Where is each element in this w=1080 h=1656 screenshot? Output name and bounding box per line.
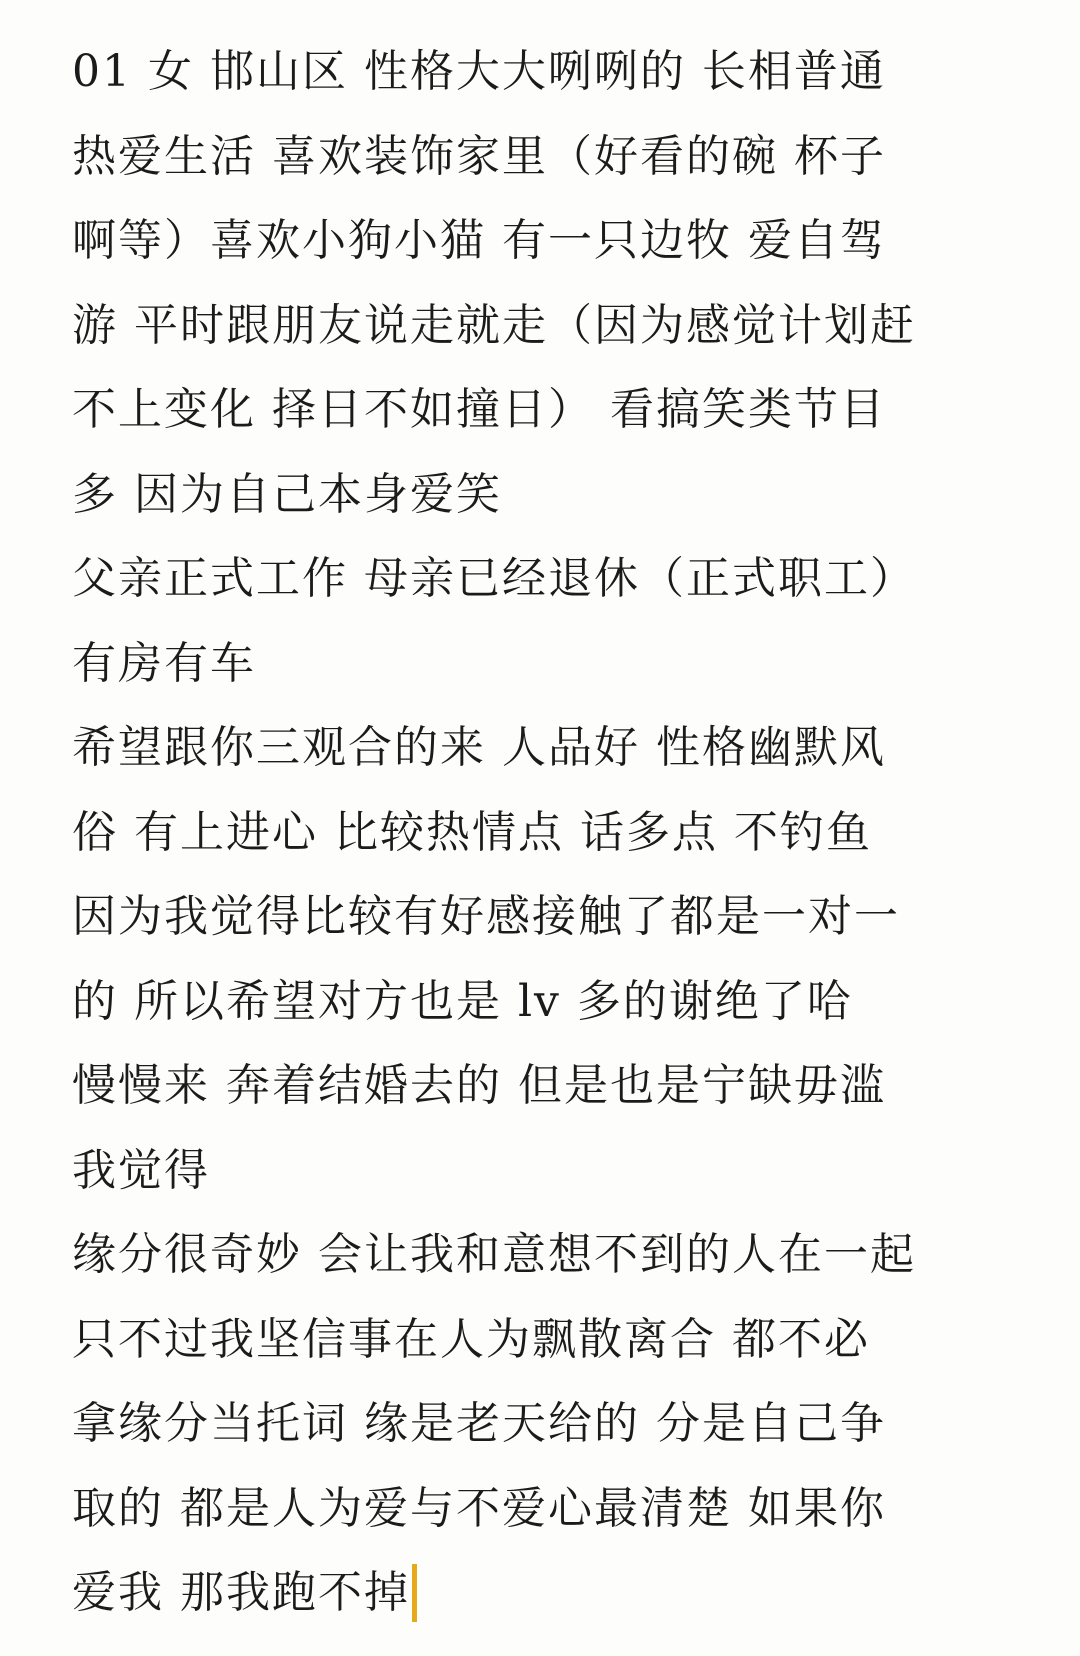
note-line: 的 所以希望对方也是 lv 多的谢绝了哈 [72,975,853,1027]
note-line: 父亲正式工作 母亲已经退休（正式职工） [72,553,916,604]
note-line: 有房有车 [72,637,256,689]
note-line-text: 爱我 那我跑不掉 [72,1567,410,1618]
note-line: 只不过我坚信事在人为飘散离合 都不必 [72,1313,870,1365]
note-last-line [72,1551,1032,1636]
note-line: 慢慢来 奔着结婚去的 但是也是宁缺毋滥 [72,1060,886,1111]
note-line: 取的 都是人为爱与不爱心最清楚 如果你 [72,1482,886,1534]
note-line: 啊等）喜欢小狗小猫 有一只边牧 爱自驾 [72,215,886,266]
note-line: 拿缘分当托词 缘是老天给的 分是自己争 [72,1398,886,1449]
note-line: 因为我觉得比较有好感接触了都是一对一 [72,891,900,942]
note-line: 游 平时跟朋友说走就走（因为感觉计划赶 [72,299,916,351]
note-line: 热爱生活 喜欢装饰家里（好看的碗 杯子 [72,130,886,182]
text-cursor [412,1564,417,1622]
note-text-area[interactable] [72,30,1032,1636]
note-line: 多 因为自己本身爱笑 [72,468,502,520]
note-line: 不上变化 择日不如撞日） 看搞笑类节目 [72,384,886,435]
note-line: 希望跟你三观合的来 人品好 性格幽默风 [72,722,886,773]
note-line: 我觉得 [72,1144,210,1196]
note-line: 缘分很奇妙 会让我和意想不到的人在一起 [72,1229,916,1280]
note-line: 01 女 邯山区 性格大大咧咧的 长相普通 [72,46,886,97]
note-line: 俗 有上进心 比较热情点 话多点 不钓鱼 [72,806,872,858]
